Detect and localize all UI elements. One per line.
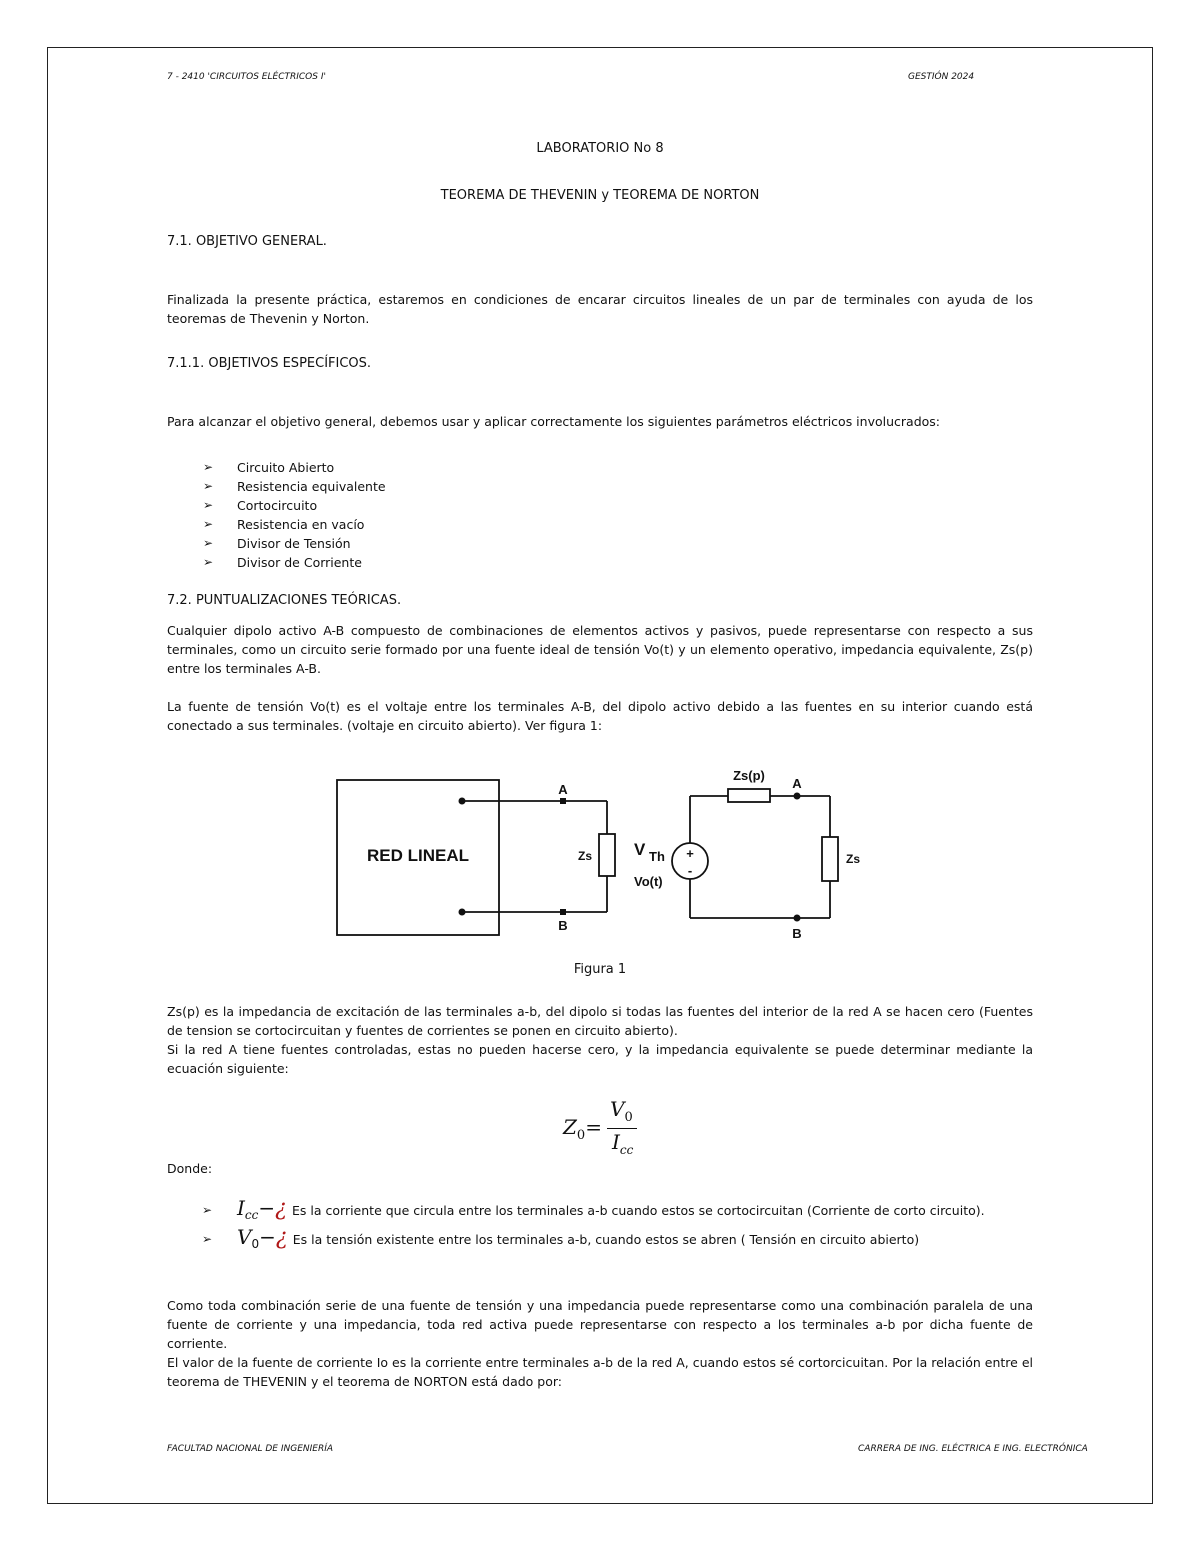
load-resistor-right — [822, 837, 838, 881]
bullet-icon: ➢ — [203, 536, 214, 550]
series-impedance-label: Zs(p) — [733, 768, 765, 783]
equation-lhs: $Z_0=$ — [563, 1115, 602, 1143]
equation-numerator: $V_0$ — [610, 1097, 633, 1125]
header-year: GESTIÓN 2024 — [908, 72, 975, 82]
list-item: ➢ Divisor de Tensión — [203, 536, 351, 551]
terminal-a-label: A — [558, 782, 568, 797]
footer-faculty: FACULTAD NACIONAL DE INGENIERÍA — [167, 1444, 334, 1454]
donde-label: Donde: — [167, 1161, 213, 1176]
vth-label: V — [634, 840, 646, 859]
heading-objetivo-general: 7.1. OBJETIVO GENERAL. — [167, 234, 327, 249]
heading-objetivos-especificos: 7.1.1. OBJETIVOS ESPECÍFICOS. — [167, 356, 372, 371]
lab-title: LABORATORIO No 8 — [536, 141, 664, 156]
bullet-icon: ➢ — [203, 555, 214, 569]
fuentes-controladas-text: Si la red A tiene fuentes controladas, estas no pueden hacerse cero, y la impedancia equivalente se puede determinar mediante la ecuación siguiente: — [167, 1042, 1033, 1076]
vth-sub-label: Th — [649, 849, 665, 864]
terminal-b2-label: B — [792, 926, 802, 941]
objetivo-general-text: Finalizada la presente práctica, estaremos en condiciones de encarar circuitos lineales de un par de terminales con ayuda de los teoremas de Thevenin y Norton. — [167, 292, 1033, 326]
figure-1-circuit — [320, 765, 880, 945]
terminal-dot — [459, 909, 466, 916]
icc-definition: $I_{cc}-¿$ Es la corriente que circula entre los terminales a-b cuando estos se cortocircuitan (Corriente de corto circuito). — [237, 1196, 985, 1223]
plus-sign: + — [686, 846, 694, 861]
series-impedance — [728, 789, 770, 802]
bullet-icon: ➢ — [203, 479, 214, 493]
terminal-dot — [794, 915, 801, 922]
bullet-icon: ➢ — [202, 1203, 213, 1217]
terminal-a2-label: A — [792, 776, 802, 791]
load-right-label: Zs — [846, 852, 861, 866]
list-item: ➢ Divisor de Corriente — [203, 555, 362, 570]
load-resistor-left — [599, 834, 615, 876]
terminal-b-label: B — [558, 918, 568, 933]
terminal-b-marker — [560, 909, 566, 915]
terminal-dot — [794, 793, 801, 800]
red-lineal-label: RED LINEAL — [367, 846, 469, 865]
bullet-icon: ➢ — [203, 498, 214, 512]
minus-sign: - — [687, 863, 693, 878]
terminal-a-marker — [560, 798, 566, 804]
equation-denominator: $I_{cc}$ — [612, 1130, 634, 1157]
norton-equivalence-text: Como toda combinación serie de una fuente de tensión y una impedancia puede representarse como una combinación paralela de una fuente de corriente y una impedancia, toda red activa puede representarse con respecto a los terminales a-b por dicha fuente de corriente. — [167, 1298, 1033, 1351]
list-item: ➢ Resistencia en vacío — [203, 517, 365, 532]
bullet-icon: ➢ — [203, 517, 214, 531]
figure-caption: Figura 1 — [573, 962, 627, 977]
fraction-bar — [607, 1128, 637, 1129]
bullet-icon: ➢ — [202, 1232, 213, 1246]
list-item: ➢ Circuito Abierto — [203, 460, 335, 475]
lab-subtitle: TEOREMA DE THEVENIN y TEOREMA DE NORTON — [440, 188, 760, 203]
terminal-dot — [459, 798, 466, 805]
footer-career: CARRERA DE ING. ELÉCTRICA E ING. ELECTRÓNICA — [858, 1444, 1088, 1454]
heading-puntualizaciones: 7.2. PUNTUALIZACIONES TEÓRICAS. — [167, 593, 402, 608]
list-item: ➢ Resistencia equivalente — [203, 479, 386, 494]
puntualizaciones-p1: Cualquier dipolo activo A-B compuesto de combinaciones de elementos activos y pasivos, puede representarse con respecto a sus terminales, como un circuito serie formado por una fuente ideal de tensión Vo(t) y un elemento operativo, impedancia equivalente, Zs(p) entre los terminales A-B. — [167, 623, 1033, 676]
objetivos-list — [203, 458, 386, 572]
vo-label: Vo(t) — [634, 874, 663, 889]
norton-relation-text: El valor de la fuente de corriente Io es la corriente entre terminales a-b de la red A, cuando estos sé cortorcicuitan. Por la relación entre el teorema de THEVENIN y el teorema de NORTON está dado por: — [167, 1355, 1033, 1389]
puntualizaciones-p2: La fuente de tensión Vo(t) es el voltaje entre los terminales A-B, del dipolo activo debido a las fuentes en su interior cuando está conectado a sus terminales. (voltaje en circuito abierto). Ver figura 1: — [167, 699, 1033, 733]
impedancia-text: Zs(p) es la impedancia de excitación de las terminales a-b, del dipolo si todas las fuentes del interior de la red A se hacen cero (Fuentes de tension se cortocircuitan y fuentes de corrientes se ponen en circuito abierto). — [167, 1004, 1033, 1038]
list-item: ➢ Cortocircuito — [203, 498, 318, 513]
vo-definition: $V_0-¿$ Es la tensión existente entre los terminales a-b, cuando estos se abren ( Tensión en circuito abierto) — [237, 1225, 920, 1252]
objetivos-especificos-text: Para alcanzar el objetivo general, debemos usar y aplicar correctamente los siguientes parámetros eléctricos involucrados: — [167, 414, 940, 429]
bullet-icon: ➢ — [203, 460, 214, 474]
load-left-label: Zs — [578, 849, 593, 863]
header-course: 7 - 2410 'CIRCUITOS ELÉCTRICOS I' — [167, 72, 326, 82]
